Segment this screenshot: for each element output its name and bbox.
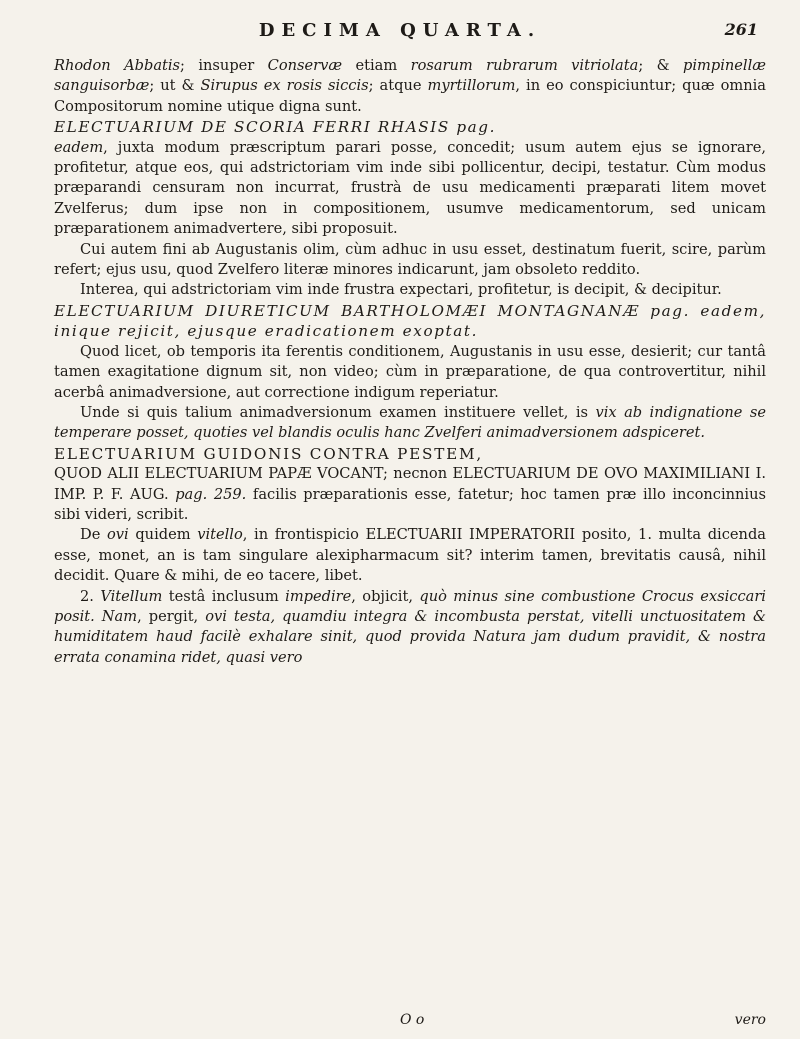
paragraph bbox=[54, 240, 766, 281]
text-run: Unde si quis talium animadversionum examen instituere vellet, is bbox=[80, 403, 596, 421]
text-run: ELECTUARIUM GUIDONIS CONTRA PESTEM, bbox=[54, 444, 484, 463]
italic-text: quò minus sine combustione Crocus exsiccari posit. Nam bbox=[54, 587, 766, 625]
section-heading bbox=[54, 444, 766, 464]
paragraph bbox=[54, 525, 766, 586]
italic-text: pag. eadem bbox=[650, 301, 760, 320]
italic-text: Sirupus ex rosis siccis bbox=[200, 77, 369, 95]
italic-text: vitello bbox=[197, 526, 243, 544]
section-heading bbox=[54, 117, 766, 137]
italic-text: eadem bbox=[54, 138, 104, 156]
paragraph bbox=[54, 464, 766, 525]
text-run: , in frontispicio ELECTUARII IMPERATORII posito, 1. multa dicenda esse, monet, an is tam singulare alexipharmacum sit? interim tamen, brevitatis causâ, nihil decidit. Quare & mihi, de eo tacere, libet. bbox=[54, 526, 766, 585]
text-run: ; atque bbox=[368, 77, 428, 95]
paragraph bbox=[54, 56, 766, 117]
text-run: , inique rejicit, ejusque eradicationem exoptat. bbox=[54, 301, 767, 341]
page-header bbox=[40, 14, 760, 44]
paragraph bbox=[54, 280, 766, 300]
text-run: testâ inclusum bbox=[162, 587, 286, 605]
italic-text: impedire bbox=[285, 587, 352, 605]
running-head: DECIMA QUARTA. bbox=[258, 20, 542, 41]
text-run: ; insuper bbox=[180, 57, 268, 74]
text-run: , in eo conspiciuntur; quæ omnia Compositorum nomine utique digna sunt. bbox=[54, 77, 767, 115]
text-run: quidem bbox=[128, 526, 198, 544]
text-run: De bbox=[80, 526, 107, 544]
text-run: QUOD ALII ELECTUARIUM PAPÆ VOCANT; necnon ELECTUARIUM DE OVO MAXIMILIANI I. IMP. P. F. AUG. bbox=[54, 465, 766, 503]
italic-text: Vitellum bbox=[100, 587, 163, 605]
text-run: , pergit, bbox=[137, 607, 206, 625]
page-number: 261 bbox=[724, 20, 758, 39]
text-run: ; ut & bbox=[149, 77, 201, 95]
text-run: facilis præparationis esse, fatetur; hoc tamen præ illo inconcinnius sibi videri, scribit. bbox=[54, 485, 766, 523]
italic-text: ELECTUARIUM DE SCORIA FERRI RHASIS pag. bbox=[54, 118, 497, 137]
italic-text: pimpinellæ sanguisorbæ bbox=[54, 57, 766, 95]
text-run: , juxta modum præscriptum parari posse, concedit; usum autem ejus se ignorare, profitetur, atque eos, qui adstrictoriam vim inde sibi pollicentur, decipi, testatur. Cùm modus præparandi censuram non incurrat, frustrà de usu medicamenti præparati litem movet Zvelferus; dum ipse non in compositionem, usumve medicamentorum, sed unicam præparationem animadvertere, sibi proposuit. bbox=[54, 138, 766, 238]
italic-text: myrtillorum bbox=[427, 77, 516, 95]
italic-text: vix ab indignatione se temperare posset, quoties vel blandis oculis hanc Zvelferi animadversionem adspiceret. bbox=[54, 403, 766, 442]
text-run: 2. bbox=[80, 587, 101, 605]
text-run: Interea, qui adstrictoriam vim inde frustra expectari, profitetur, is decipit, & decipitur. bbox=[80, 281, 722, 299]
body-text bbox=[54, 56, 766, 668]
paragraph bbox=[54, 138, 766, 240]
italic-text: pag. 259. bbox=[175, 485, 247, 503]
signature-mark: O o bbox=[400, 1012, 425, 1028]
italic-text: Conservæ bbox=[267, 57, 343, 74]
italic-text: Rhodon Abbatis bbox=[54, 57, 181, 74]
text-run: Cui autem fini ab Augustanis olim, cùm adhuc in usu esset, destinatum fuerit, scire, parùm refert; ejus usu, quod Zvelfero literæ minores indicarunt, jam obsoleto reddito. bbox=[54, 240, 766, 279]
text-run: etiam bbox=[342, 57, 411, 74]
paragraph bbox=[54, 403, 766, 444]
text-run: , objicit, bbox=[351, 587, 420, 605]
italic-text: rosarum rubrarum vitriolata bbox=[410, 57, 639, 74]
italic-text: ELECTUARIUM DIURETICUM BARTHOLOMÆI MONTAGNANÆ bbox=[54, 301, 651, 320]
section-heading bbox=[54, 301, 766, 342]
paragraph bbox=[54, 587, 766, 669]
text-run: Quod licet, ob temporis ita ferentis conditionem, Augustanis in usu esse, desierit; cur tantâ tamen exagitatione dignum sit, non video; cùm in præparatione, de qua controvertitur, nihil acerbâ animadversione, aut correctione indigum reperiatur. bbox=[54, 342, 766, 401]
italic-text: ovi bbox=[106, 526, 129, 544]
italic-text: ovi testa, quamdiu integra & incombusta perstat, vitelli unctuositatem & humiditatem haud facilè exhalare sinit, quod provida Natura jam dudum pravidit, & nostra errata conamina ridet, quasi vero bbox=[54, 607, 766, 666]
text-run: ; & bbox=[638, 57, 684, 74]
catchword: vero bbox=[734, 1012, 766, 1028]
paragraph bbox=[54, 342, 766, 403]
